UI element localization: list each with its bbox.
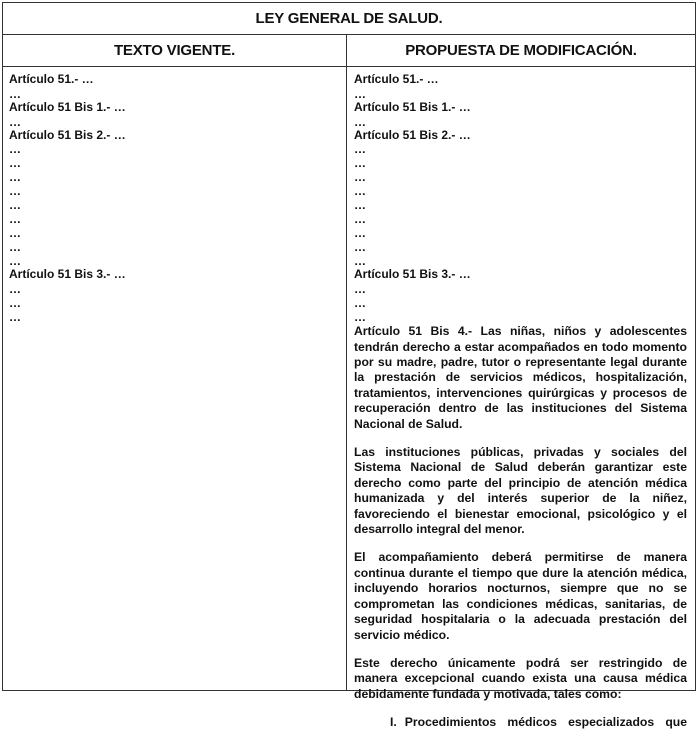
article-line: Artículo 51 Bis 1.- … [354, 99, 471, 114]
ellipsis-line: … [354, 86, 366, 101]
table-body [3, 67, 695, 730]
ellipsis-line: … [354, 212, 366, 227]
fraction-item [354, 715, 687, 730]
column-headers [3, 35, 695, 67]
ellipsis-line: … [354, 296, 366, 311]
article-line: Artículo 51.- … [354, 72, 439, 86]
ellipsis-line: … [354, 282, 366, 297]
ellipsis-line: … [9, 142, 21, 157]
column-header-propuesta: PROPUESTA DE MODIFICACIÓN. [405, 42, 637, 59]
ellipsis-line: … [9, 240, 21, 255]
ellipsis-line: … [354, 240, 366, 255]
comparative-table [2, 2, 696, 730]
fraction-numeral: I. [390, 715, 397, 730]
article-line: Artículo 51 Bis 2.- … [354, 127, 471, 142]
ellipsis-line: … [354, 254, 366, 269]
paragraph: Las instituciones públicas, privadas y sociales del Sistema Nacional de Salud deberán garantizar este derecho como parte del principio de atención médica humanizada y del interés superior de la niñez, favoreciendo el bienestar emocional, psicológico y el desarrollo integral del menor. [354, 445, 687, 537]
article-line: Artículo 51.- … [9, 72, 94, 86]
ellipsis-line: … [9, 226, 21, 241]
new-article-paragraph [354, 324, 687, 432]
ellipsis-line: … [9, 254, 21, 269]
ellipsis-line: … [9, 198, 21, 213]
ellipsis-line: … [9, 86, 21, 101]
article-line: Artículo 51 Bis 3.- … [9, 267, 126, 282]
propuesta-column [347, 67, 695, 730]
ellipsis-line: … [354, 184, 366, 199]
ellipsis-line: … [9, 170, 21, 185]
propuesta-existing-articles [354, 73, 687, 324]
new-article-heading: Artículo 51 Bis 4.- [354, 324, 473, 339]
ellipsis-line: … [354, 142, 366, 157]
ellipsis-line: … [354, 226, 366, 241]
ellipsis-line: … [354, 310, 366, 325]
fraction-text: Procedimientos médicos especializados que [404, 715, 687, 730]
paragraph: El acompañamiento deberá permitirse de manera continua durante el tiempo que dure la atención médica, incluyendo horarios nocturnos, siempre que no se comprometan las condiciones médicas, sanitarias, de seguridad hospitalaria o la adecuada prestación del servicio médico. [354, 550, 687, 642]
paragraph: Este derecho únicamente podrá ser restringido de manera excepcional cuando exista una causa médica debidamente fundada y motivada, tales como: [354, 655, 687, 701]
ellipsis-line: … [9, 212, 21, 227]
article-line: Artículo 51 Bis 2.- … [9, 127, 126, 142]
ellipsis-line: … [354, 198, 366, 213]
ellipsis-line: … [9, 296, 21, 311]
ellipsis-line: … [9, 114, 21, 129]
ellipsis-line: … [354, 156, 366, 171]
article-line: Artículo 51 Bis 3.- … [354, 267, 471, 282]
ellipsis-line: … [354, 170, 366, 185]
table-title: LEY GENERAL DE SALUD. [3, 3, 695, 35]
column-header-texto-vigente: TEXTO VIGENTE. [3, 35, 347, 66]
new-article-text: Las niñas, niños y adolescentes tendrán derecho a estar acompañados en todo momento por su madre, padre, tutor o representante legal durante la prestación de servicios médicos, hospitalización, tratamientos, intervenciones quirúrgicas y procesos de recuperación dentro de las instituciones del Sistema Nacional de Salud. [354, 324, 687, 431]
texto-vigente-column [3, 67, 347, 690]
ellipsis-line: … [9, 282, 21, 297]
article-line: Artículo 51 Bis 1.- … [9, 99, 126, 114]
ellipsis-line: … [9, 184, 21, 199]
ellipsis-line: … [9, 310, 21, 325]
ellipsis-line: … [354, 114, 366, 129]
ellipsis-line: … [9, 156, 21, 171]
